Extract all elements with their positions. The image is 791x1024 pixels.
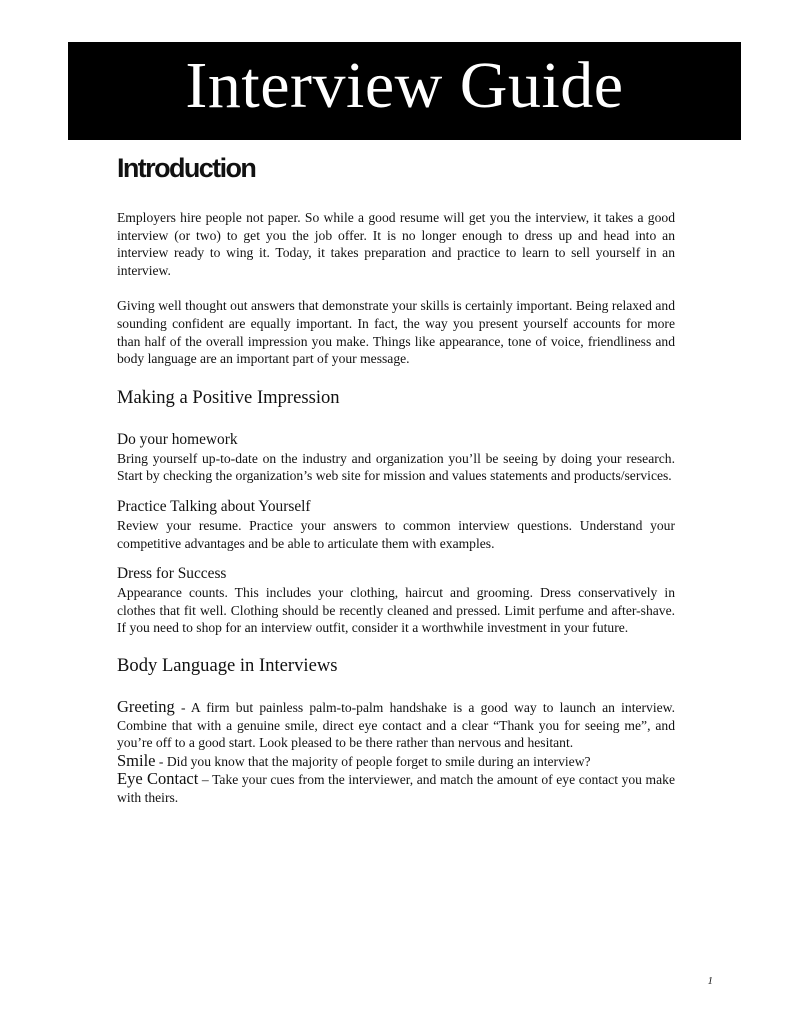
positive-impression-heading: Making a Positive Impression: [117, 386, 340, 408]
greeting-paragraph: [117, 698, 675, 752]
intro-paragraph-2: Giving well thought out answers that demonstrate your skills is certainly important. Being relaxed and sounding confident are equally important. In fact, the way you present yourself accounts for more than half of the overall impression you make. Things like appearance, tone of voice, friendliness and body language are an important part of your message.: [117, 298, 675, 367]
smile-separator: -: [155, 753, 167, 769]
homework-text: Bring yourself up-to-date on the industry and organization you’ll be seeing by doing your research. Start by checking the organization’s web site for mission and values statements and products/services.: [117, 450, 675, 484]
dress-text: Appearance counts. This includes your clothing, haircut and grooming. Dress conservatively in clothes that fit well. Clothing should be recently cleaned and pressed. Limit perfume and after-shave. If you need to shop for an interview outfit, consider it a worthwhile investment in your future.: [117, 585, 675, 636]
smile-term: Smile: [117, 750, 156, 770]
eye-contact-term: Eye Contact: [117, 769, 199, 789]
dress-heading: Dress for Success: [117, 565, 227, 583]
body-language-heading: Body Language in Interviews: [117, 654, 338, 676]
greeting-term: Greeting: [117, 696, 175, 716]
homework-heading: Do your homework: [117, 430, 238, 448]
intro-paragraph-1: Employers hire people not paper. So while a good resume will get you the interview, it takes a good interview (or two) to get you the job offer. It is no longer enough to dress up and head into an interview ready to wing it. Today, it takes preparation and practice to learn to sell yourself in an interview.: [117, 210, 675, 278]
page-number: 1: [707, 975, 713, 987]
document-body: [117, 150, 675, 806]
smile-paragraph: [117, 752, 675, 771]
greeting-separator: -: [174, 699, 191, 715]
smile-text: Did you know that the majority of people forget to smile during an interview?: [166, 753, 591, 769]
eye-contact-paragraph: [117, 770, 675, 806]
title-banner: [68, 42, 741, 140]
eye-contact-text: Take your cues from the interviewer, and match the amount of eye contact you make with theirs.: [117, 772, 675, 805]
greeting-text: A firm but painless palm-to-palm handshake is a good way to launch an interview. Combine that with a genuine smile, direct eye contact and a clear “Thank you for seeing me”, and you’re off to a good start. Look pleased to be there rather than nervous and hesitant.: [117, 699, 675, 751]
practice-text: Review your resume. Practice your answers to common interview questions. Understand your competitive advantages and be able to articulate them with examples.: [117, 517, 675, 551]
practice-heading: Practice Talking about Yourself: [117, 497, 311, 515]
page-title: Interview Guide: [185, 49, 624, 122]
introduction-heading: Introduction: [117, 153, 256, 183]
eye-contact-separator: –: [198, 772, 213, 788]
